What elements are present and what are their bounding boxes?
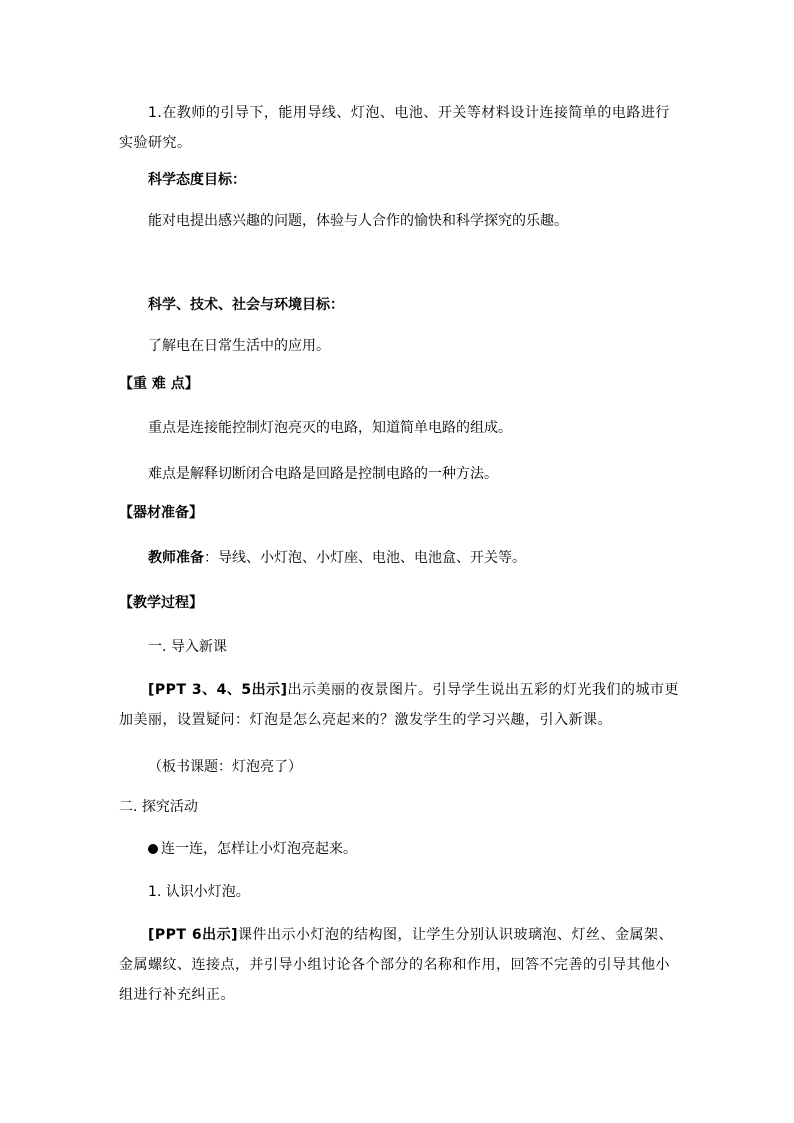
ppt2-text: 课件出示小灯泡的结构图，让学生分别认识玻璃泡、灯丝、金属架、金属螺纹、连接点，并引导小组讨论各个部分的名称和作用，回答不完善的引导其他小组进行补充纠正。 bbox=[119, 927, 673, 1003]
difficult-point-text: 难点是解释切断闭合电路是回路是控制电路的一种方法。 bbox=[148, 466, 498, 482]
bullet-icon bbox=[148, 844, 158, 854]
teacher-prep-line bbox=[148, 548, 526, 568]
teacher-prep-label: 教师准备 bbox=[148, 550, 204, 566]
key-point-text: 重点是连接能控制灯泡亮灭的电路，知道简单电路的组成。 bbox=[148, 420, 512, 436]
ppt1-paragraph bbox=[119, 675, 679, 735]
activity-title: 连一连，怎样让小灯泡亮起来。 bbox=[161, 841, 357, 857]
board-title: （板书课题：灯泡亮了） bbox=[148, 759, 302, 775]
ppt2-label: [PPT 6出示] bbox=[148, 927, 238, 943]
stse-text: 了解电在日常生活中的应用。 bbox=[148, 338, 330, 354]
materials-heading: 【器材准备】 bbox=[119, 505, 203, 521]
attitude-text: 能对电提出感兴趣的问题，体验与人合作的愉快和科学探究的乐趣。 bbox=[148, 213, 568, 229]
teacher-prep-text: ：导线、小灯泡、小灯座、电池、电池盒、开关等。 bbox=[204, 550, 526, 566]
step1-title: 1. 认识小灯泡。 bbox=[148, 884, 250, 900]
activity-line bbox=[148, 839, 357, 859]
stse-heading: 科学、技术、社会与环境目标： bbox=[148, 297, 344, 313]
attitude-heading: 科学态度目标： bbox=[148, 172, 246, 188]
key-points-heading: 【重 难 点】 bbox=[119, 376, 199, 392]
process-heading: 【教学过程】 bbox=[119, 595, 203, 611]
ppt1-label: [PPT 3、4、5出示] bbox=[148, 682, 288, 698]
ppt1-text: 出示美丽的夜景图片。引导学生说出五彩的灯光我们的城市更加美丽，设置疑问：灯泡是怎么亮起来的？激发学生的学习兴趣，引入新课。 bbox=[119, 682, 679, 728]
ppt2-paragraph bbox=[119, 920, 679, 1010]
objective-paragraph: 1.在教师的引导下，能用导线、灯泡、电池、开关等材料设计连接简单的电路进行实验研究。 bbox=[119, 105, 670, 151]
section2-title: 二. 探究活动 bbox=[119, 799, 198, 815]
section1-title: 一. 导入新课 bbox=[148, 639, 227, 655]
